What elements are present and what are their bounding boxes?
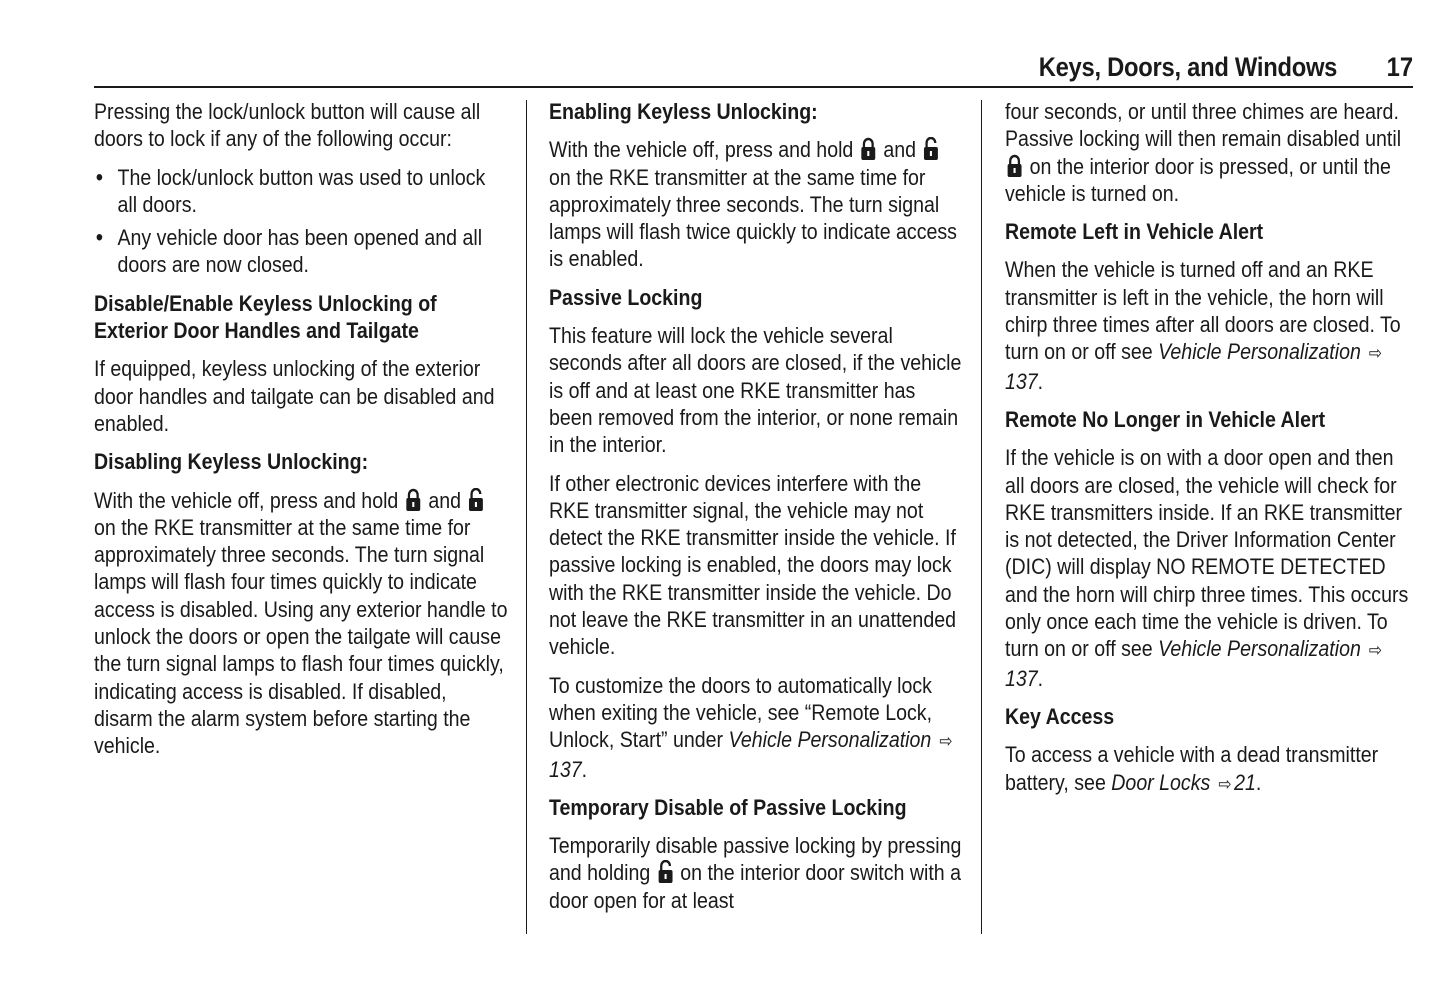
column-3 xyxy=(1005,98,1415,809)
intro-paragraph: Pressing the lock/unlock button will cause all doors to lock if any of the following occur: xyxy=(94,99,481,152)
paragraph: If other electronic devices interfere with the RKE transmitter signal, the vehicle may not detect the RKE transmitter inside the vehicle. If passive locking is enabled, the doors may lock with the RKE transmitter inside the vehicle. Do not leave the RKE transmitter in an unattended vehicle. xyxy=(549,470,956,660)
page-number: 17 xyxy=(1386,52,1413,82)
page-header xyxy=(94,52,1413,88)
section-heading: Passive Locking xyxy=(549,284,703,310)
page-reference[interactable]: 137 xyxy=(1005,368,1038,394)
page-reference[interactable]: 137 xyxy=(549,756,582,782)
lock-icon xyxy=(861,137,877,161)
lock-icon xyxy=(406,488,422,512)
paragraph: If the vehicle is on with a door open and then all doors are closed, the vehicle will check for RKE transmitters inside. If an RKE transmitter is not detected, the Driver Information Center (DIC) will display NO REMOTE DETECTED and the horn will chirp three times. This occurs only once each time the vehicle is driven. To turn on or off see Vehicle Personalization ⇨137. xyxy=(1005,445,1409,691)
page-ref-arrow-icon: ⇨ xyxy=(939,731,953,752)
column-1 xyxy=(94,98,509,771)
section-heading: Temporary Disable of Passive Locking xyxy=(549,794,907,820)
paragraph: To customize the doors to automatically lock when exiting the vehicle, see “Remote Lock, Unlock, Start” under Vehicle Personalization ⇨137. xyxy=(549,672,953,782)
paragraph: four seconds, or until three chimes are heard. Passive locking will then remain disabled until on the interior door is pressed, or until the vehicle is turned on. xyxy=(1005,99,1402,206)
paragraph: With the vehicle off, press and hold and on the RKE transmitter at the same time for approximately three seconds. The turn signal lamps will flash twice quickly to indicate access is enabled. xyxy=(549,137,957,272)
section-heading: Enabling Keyless Unlocking: xyxy=(549,99,818,124)
unlock-icon xyxy=(923,137,939,161)
paragraph: With the vehicle off, press and hold and on the RKE transmitter at the same time for approximately three seconds. The turn signal lamps will flash four times quickly to indicate access is disabled. Using any exterior handle to unlock the doors or open the tailgate will cause the turn signal lamps to flash four times quickly, indicating access is disabled. If disabled, disarm the alarm system before starting the vehicle. xyxy=(94,487,508,759)
page-reference[interactable]: 137 xyxy=(1005,665,1038,691)
section-heading: Disable/Enable Keyless Unlocking of Exterior Door Handles and Tailgate xyxy=(94,290,437,344)
column-2 xyxy=(549,98,964,925)
page-ref-arrow-icon: ⇨ xyxy=(1218,773,1232,794)
unlock-icon xyxy=(657,860,673,884)
section-title: Keys, Doors, and Windows xyxy=(1038,52,1337,82)
cross-reference-link[interactable]: Vehicle Personalization xyxy=(728,727,932,753)
section-heading: Remote Left in Vehicle Alert xyxy=(1005,219,1264,245)
list-item: • Any vehicle door has been opened and all doors are now closed. xyxy=(94,224,509,279)
section-heading: Disabling Keyless Unlocking: xyxy=(94,449,369,475)
lock-icon xyxy=(1007,154,1023,178)
paragraph: When the vehicle is turned off and an RKE transmitter is left in the vehicle, the horn will chirp three times after all doors are closed. To turn on or off see Vehicle Personalization ⇨137. xyxy=(1005,257,1401,394)
paragraph: To access a vehicle with a dead transmitter battery, see Door Locks ⇨ 21. xyxy=(1005,741,1415,798)
bullet-list xyxy=(94,164,509,279)
paragraph: Temporarily disable passive locking by pressing and holding on the interior door switch with a door open for at least xyxy=(549,833,962,913)
page-ref-arrow-icon: ⇨ xyxy=(1368,640,1383,661)
cross-reference-link[interactable]: Vehicle Personalization xyxy=(1158,636,1361,662)
section-heading: Key Access xyxy=(1005,703,1115,729)
paragraph: If equipped, keyless unlocking of the exterior door handles and tailgate can be disabled and enabled. xyxy=(94,356,495,436)
section-heading: Remote No Longer in Vehicle Alert xyxy=(1005,406,1326,432)
unlock-icon xyxy=(468,488,484,512)
column-divider xyxy=(526,100,527,934)
list-item: • The lock/unlock button was used to unlock all doors. xyxy=(94,164,509,219)
page-reference[interactable]: 21 xyxy=(1234,769,1256,795)
cross-reference-link[interactable]: Door Locks xyxy=(1111,769,1211,795)
page-ref-arrow-icon: ⇨ xyxy=(1368,343,1383,364)
cross-reference-link[interactable]: Vehicle Personalization xyxy=(1158,339,1361,365)
column-divider xyxy=(981,100,982,934)
paragraph: This feature will lock the vehicle several seconds after all doors are closed, if the vehicle is off and at least one RKE transmitter has been removed from the interior, or none remain in the interior. xyxy=(549,323,962,458)
